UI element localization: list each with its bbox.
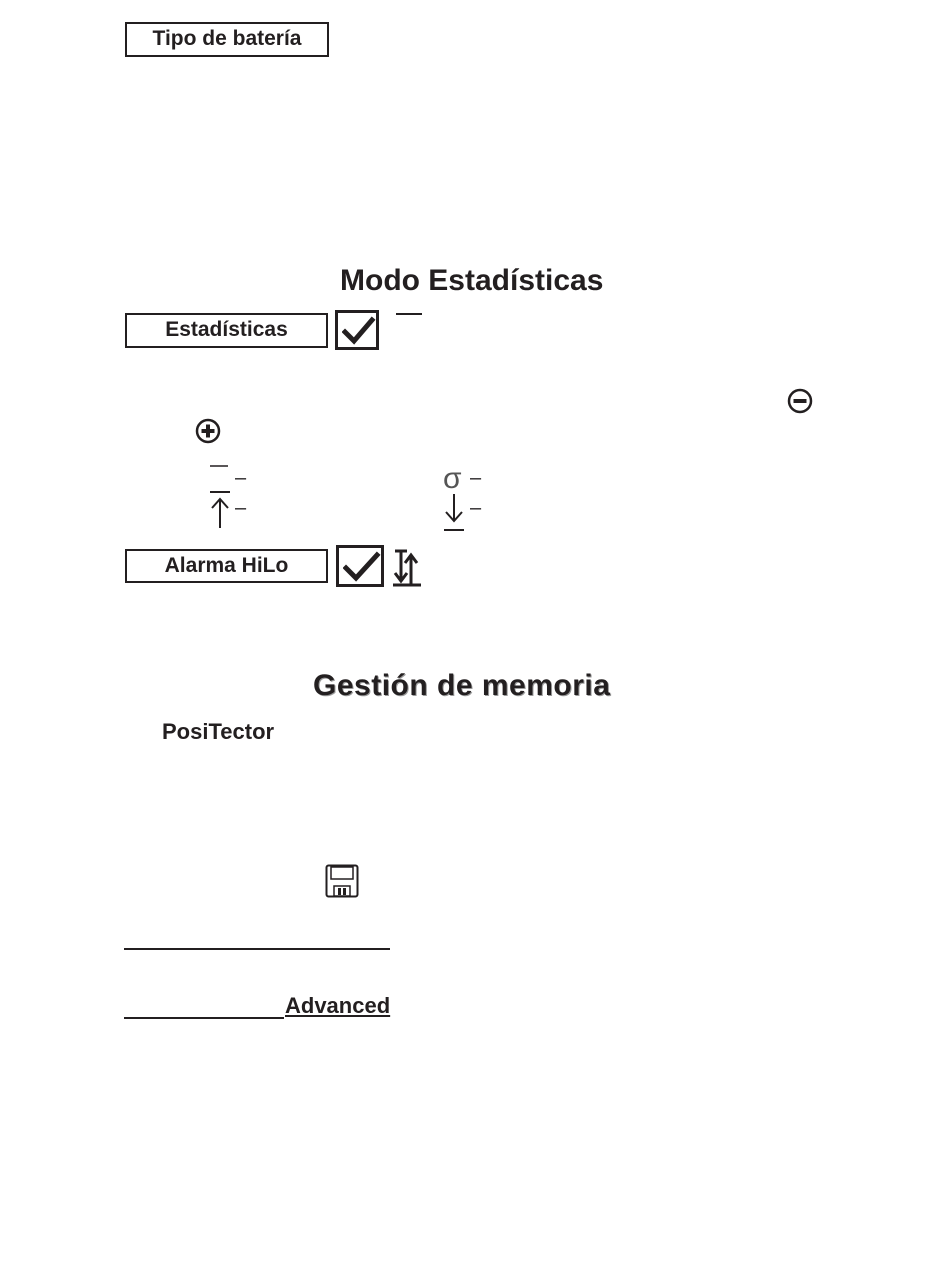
std-dev-symbol: σ: [443, 462, 462, 495]
blank-underline: [124, 948, 390, 950]
positector-brand: PosiTector: [162, 719, 275, 744]
memory-management-title: Gestión de memoria: [313, 669, 611, 702]
statistics-label: [125, 313, 328, 348]
mean-xbar-icon: [208, 460, 230, 472]
mean-dash: –: [235, 467, 247, 489]
std-dev-dash: –: [470, 467, 482, 489]
max-arrow-up-icon: [208, 488, 232, 530]
circle-minus-icon: [787, 388, 813, 414]
circle-plus-icon: [195, 418, 221, 444]
battery-type-label: [125, 22, 329, 57]
hilo-alarm-icon: [391, 547, 423, 589]
hilo-alarm-checkbox[interactable]: [336, 545, 384, 587]
statistics-text: Estadísticas: [165, 318, 288, 341]
advanced-link[interactable]: Advanced: [285, 993, 391, 1018]
min-dash: –: [470, 497, 482, 519]
statistics-checkbox[interactable]: [335, 310, 379, 350]
battery-type-text: Tipo de batería: [152, 27, 302, 50]
hilo-alarm-label: [125, 549, 328, 583]
advanced-underline-lead: [124, 1017, 284, 1019]
checkmark-icon: [342, 316, 376, 346]
max-dash: –: [235, 497, 247, 519]
floppy-disk-icon: [325, 864, 359, 898]
hilo-alarm-text: Alarma HiLo: [164, 554, 289, 577]
xbar-small-mark: [396, 313, 422, 315]
min-arrow-down-icon: [442, 492, 466, 534]
stats-mode-title: Modo Estadísticas: [340, 264, 604, 297]
checkmark-icon: [343, 551, 381, 583]
